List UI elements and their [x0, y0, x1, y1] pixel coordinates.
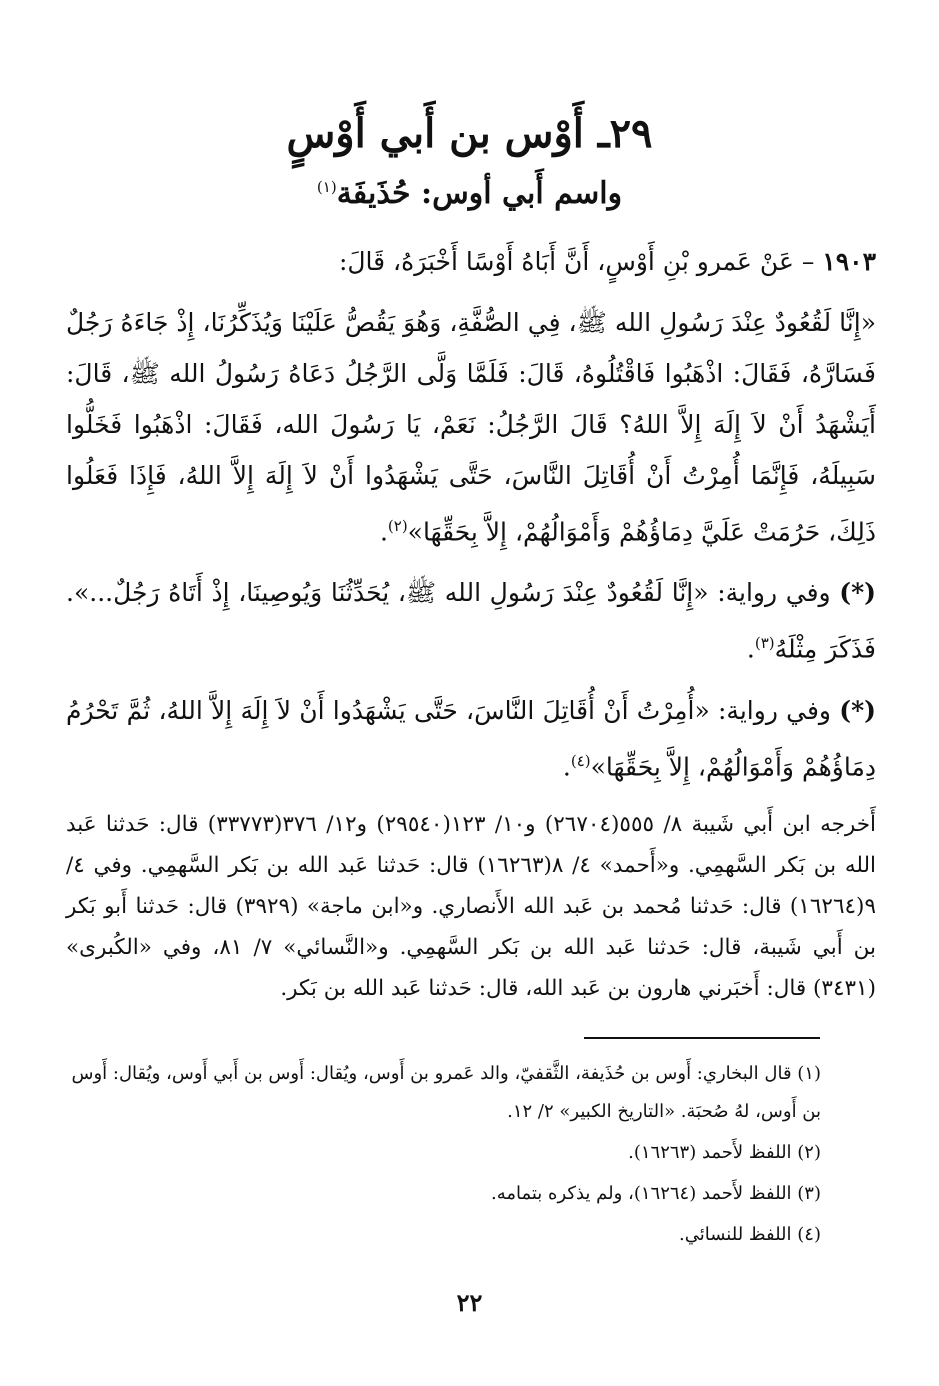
- footnote-1: (١) قال البخاري: أَوس بن حُذَيفة، الثَّقفيّ، والد عَمرو بن أَوس، ويُقال: أَوس بن أَبي أَوس، ويُقال: أَوس بن أَوس، لهُ صُحبَة. «التاريخ الكبير» ٢/ ١٢.: [71, 1063, 821, 1122]
- hadith-matn-end: .: [379, 517, 388, 547]
- riwaya-2: [66, 685, 876, 792]
- riwaya-2-text: وفي رواية: «أُمِرْتُ أَنْ أُقَاتِلَ النَّاسَ، حَتَّى يَشْهَدُوا أَنْ لاَ إِلَهَ إِلاَّ اللهُ، ثُمَّ تَحْرُمُ دِمَاؤُهُمْ وَأَمْوَالُهُمْ، إِلاَّ بِحَقِّهَا»: [66, 695, 876, 781]
- chapter-heading: [0, 108, 939, 217]
- riwaya-1-text: وفي رواية: «إِنَّا لَقُعُودٌ عِنْدَ رَسُولِ الله ﷺ، يُحَدِّثُنَا وَيُوصِينَا، إِذْ أَتَاهُ رَجُلٌ...». فَذَكَرَ مِثْلَهُ: [66, 578, 876, 664]
- chapter-subtitle: [0, 164, 939, 217]
- subtitle-text: واسم أَبي أوس: حُذَيفَة: [336, 176, 623, 211]
- footnote-3: (٣) اللفظ لأَحمد (١٦٢٦٤)، ولم يذكره بتمامه.: [490, 1183, 821, 1204]
- hadith-intro: [66, 236, 876, 287]
- footnote-ref-2: (٢): [387, 517, 408, 535]
- hadith-matn: «إِنَّا لَقُعُودٌ عِنْدَ رَسُولِ الله ﷺ، فِي الصُّفَّةِ، وَهُوَ يَقُصُّ عَلَيْنَا وَيُذَكِّرُنَا، إِذْ جَاءَهُ رَجُلٌ فَسَارَّهُ، فَقَالَ: اذْهَبُوا فَاقْتُلُوهُ، قَالَ: فَلَمَّا وَلَّى الرَّجُلُ دَعَاهُ رَسُولُ الله ﷺ، قَالَ: أَيَشْهَدُ أَنْ لاَ إِلَهَ إِلاَّ اللهُ؟ قَالَ الرَّجُلُ: نَعَمْ، يَا رَسُولَ الله، فَقَالَ: اذْهَبُوا فَخَلُّوا سَبِيلَهُ، فَإِنَّمَا أُمِرْتُ أَنْ أُقَاتِلَ النَّاسَ، حَتَّى يَشْهَدُوا أَنْ لاَ إِلَهَ إِلاَّ اللهُ، فَإِذَا فَعَلُوا ذَلِكَ، حَرُمَتْ عَلَيَّ دِمَاؤُهُمْ وَأَمْوَالُهُمْ، إِلاَّ بِحَقِّهَا»: [66, 308, 876, 547]
- hadith-isnad: – عَنْ عَمرو بْنِ أَوْسٍ، أَنَّ أَبَاهُ أَوْسًا أَخْبَرَهُ، قَالَ:: [338, 247, 815, 276]
- footnote-4: (٤) اللفظ للنسائي.: [679, 1224, 821, 1245]
- footnote-ref-3: (٣): [754, 634, 775, 653]
- hadith-number: ١٩٠٣: [822, 247, 876, 276]
- hadith-text: [66, 297, 876, 557]
- footnotes: [66, 1055, 821, 1257]
- footnote-2: (٢) اللفظ لأَحمد (١٦٢٦٣).: [628, 1142, 821, 1163]
- riwaya-1-end: .: [746, 634, 755, 664]
- riwaya-1: [66, 567, 876, 674]
- riwaya-1-marker: (*): [839, 578, 876, 608]
- takhrij-paragraph: أَخرجه ابن أَبي شَيبة ٨/ ٥٥٥(٢٦٧٠٤) و١٠/ ١٢٣(٢٩٥٤٠) و١٢/ ٣٧٦(٣٣٧٧٣) قال: حَدثنا عَبد الله بن بَكر السَّهمِي. و«أَحمد» ٤/ ٨(١٦٢٦٣) قال: حَدثنا عَبد الله بن بَكر السَّهمِي. وفي ٤/ ٩(١٦٢٦٤) قال: حَدثنا مُحمد بن عَبد الله الأَنصاري. و«ابن ماجة» (٣٩٢٩) قال: حَدثنا أَبو بَكر بن أَبي شَيبة، قال: حَدثنا عَبد الله بن بَكر السَّهمِي. و«النَّسائي» ٧/ ٨١، وفي «الكُبرى» (٣٤٣١) قال: أَخبَرني هارون بن عَبد الله، قال: حَدثنا عَبد الله بن بَكر.: [66, 811, 877, 1001]
- footnote-separator: [584, 1037, 820, 1039]
- riwaya-2-end: .: [562, 751, 571, 781]
- riwaya-2-marker: (*): [839, 695, 877, 725]
- footnote-ref-4: (٤): [570, 751, 591, 770]
- main-text: [66, 236, 876, 1019]
- page-number: ٢٢: [456, 1288, 483, 1317]
- chapter-title: ٢٩ـ أَوْس بن أَبي أَوْسٍ: [286, 110, 653, 157]
- footnote-ref-1: (١): [316, 178, 337, 196]
